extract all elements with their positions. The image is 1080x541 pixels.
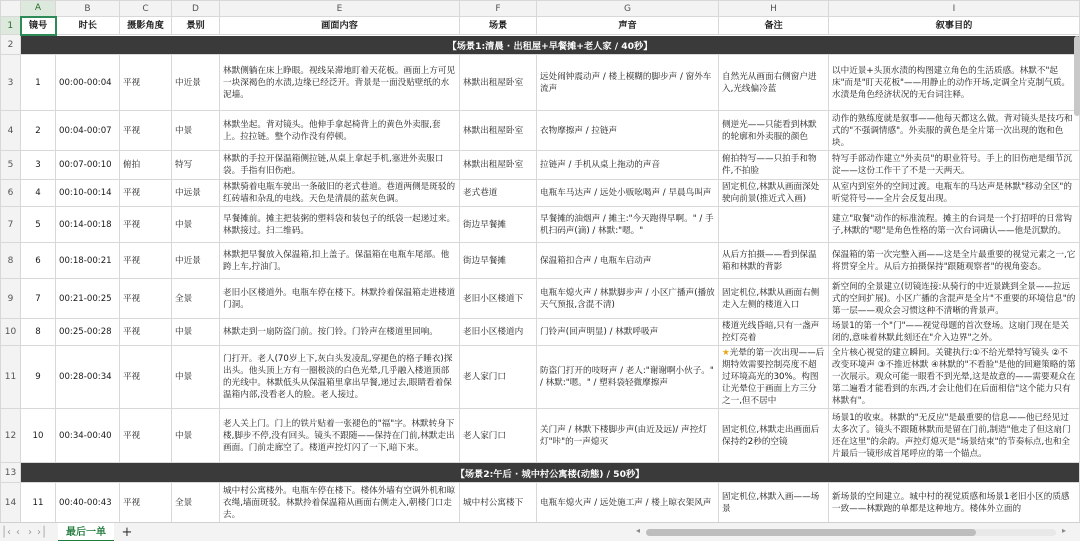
- scroll-right-icon[interactable]: ▸: [1061, 526, 1066, 535]
- cell-purpose[interactable]: 场景1的第一个"门"——视觉母题的首次登场。这扇门现在是关闭的,意味着林默此刻还在"介入边界"之外。: [829, 319, 1080, 346]
- cell-purpose[interactable]: 全片核心视觉的建立瞬间。关键执行:①不给光晕特写镜头 ②不改变环境声 ③不推近林默 ④林默的"不看脸"是他的回避策略的第一次展示。观众可能一眼看不到光晕,这是故意的——需要观众在第二遍看才能看到的东西,才会让他们在后面相信"这个能力只有林默有"。: [829, 346, 1080, 409]
- cell-duration[interactable]: 00:28-00:34: [56, 346, 120, 409]
- cell-note[interactable]: 固定机位,林默走出画面后保持约2秒的空镜: [719, 409, 829, 463]
- table-row: [1, 346, 1080, 409]
- column-header-f[interactable]: F: [460, 1, 537, 17]
- table-row: [1, 111, 1080, 151]
- cell-shot-size[interactable]: 全景: [172, 279, 220, 319]
- table-row: [1, 151, 1080, 180]
- header-cell-duration[interactable]: 时长: [56, 17, 120, 35]
- cell-shot-size[interactable]: 中景: [172, 111, 220, 151]
- cell-shot-size[interactable]: 全景: [172, 483, 220, 523]
- cell-scene[interactable]: 老旧小区楼道下: [460, 279, 537, 319]
- cell-sound[interactable]: 电瓶车熄火声 / 远处施工声 / 楼上晾衣架风声: [537, 483, 719, 523]
- cell-sound[interactable]: 拉链声 / 手机从桌上拖动的声音: [537, 151, 719, 180]
- column-header-d[interactable]: D: [172, 1, 220, 17]
- header-cell-scene[interactable]: 场景: [460, 17, 537, 35]
- cell-shot-number[interactable]: 7: [21, 279, 56, 319]
- cell-note[interactable]: ★光晕的第一次出现——后期特效需要控制亮度不超过环境高光的30%。构图让光晕位于画面上方三分之一,但不居中: [719, 346, 829, 409]
- cell-scene[interactable]: 老人家门口: [460, 346, 537, 409]
- cell-note[interactable]: [719, 207, 829, 243]
- cell-content[interactable]: 林默的手拉开保温箱侧拉链,从桌上拿起手机,塞进外卖服口袋。手指有旧伤疤。: [220, 151, 460, 180]
- cell-content[interactable]: 早餐摊前。摊主把装粥的塑料袋和装包子的纸袋一起递过来。林默接过。扫二维码。: [220, 207, 460, 243]
- cell-content[interactable]: 门打开。老人(70岁上下,灰白头发凌乱,穿褪色的格子睡衣)探出头。他头顶上方有一圈极淡的白色光晕,几乎融入楼道顶部的光线中。林默低头从保温箱里拿出早餐,递过去,眼睛看着保温箱内部,没看老人的脸。老人接过。: [220, 346, 460, 409]
- cell-shot-size[interactable]: 中近景: [172, 243, 220, 279]
- cell-scene[interactable]: 林默出租屋卧室: [460, 151, 537, 180]
- section-row: [1, 35, 1080, 55]
- row-number[interactable]: 2: [1, 35, 21, 55]
- column-header-e[interactable]: E: [220, 1, 460, 17]
- cell-duration[interactable]: 00:18-00:21: [56, 243, 120, 279]
- select-all-corner[interactable]: [1, 1, 21, 17]
- row-number[interactable]: 10: [1, 319, 21, 346]
- cell-camera-angle[interactable]: 平视: [120, 180, 172, 207]
- header-cell-shot-size[interactable]: 景别: [172, 17, 220, 35]
- cell-shot-number[interactable]: 9: [21, 346, 56, 409]
- table-header-row: [1, 17, 1080, 35]
- cell-content[interactable]: 林默骑着电瓶车驶出一条破旧的老式巷道。巷道两侧是斑驳的红砖墙和杂乱的电线。天色是清晨的蓝灰色调。: [220, 180, 460, 207]
- section-title[interactable]: 【场景2:午后 · 城中村公寓楼(动態) / 50秒】: [21, 463, 1080, 483]
- next-sheet-icon[interactable]: ›: [28, 526, 32, 538]
- cell-shot-size[interactable]: 中景: [172, 346, 220, 409]
- scroll-left-icon[interactable]: ◂: [636, 526, 641, 535]
- cell-note[interactable]: 楼道光线昏暗,只有一盏声控灯亮着: [719, 319, 829, 346]
- cell-scene[interactable]: 林默出租屋卧室: [460, 55, 537, 111]
- header-cell-note[interactable]: 备注: [719, 17, 829, 35]
- cell-duration[interactable]: 00:25-00:28: [56, 319, 120, 346]
- row-number[interactable]: 3: [1, 55, 21, 111]
- table-row: [1, 483, 1080, 523]
- header-cell-sound[interactable]: 声音: [537, 17, 719, 35]
- cell-content[interactable]: 林默把早餐放入保温箱,扣上盖子。保温箱在电瓶车尾部。他跨上车,拧油门。: [220, 243, 460, 279]
- cell-sound[interactable]: 防盗门打开的吱呀声 / 老人:"谢谢啊小伙子。" / 林默:"嗯。" / 塑料袋轻微摩擦声: [537, 346, 719, 409]
- cell-scene[interactable]: 老式巷道: [460, 180, 537, 207]
- cell-duration[interactable]: 00:40-00:43: [56, 483, 120, 523]
- cell-shot-size[interactable]: 中景: [172, 409, 220, 463]
- cell-shot-number[interactable]: 11: [21, 483, 56, 523]
- row-number[interactable]: 11: [1, 346, 21, 409]
- cell-camera-angle[interactable]: 平视: [120, 319, 172, 346]
- header-cell-content[interactable]: 画面内容: [220, 17, 460, 35]
- first-sheet-icon[interactable]: │‹: [0, 526, 12, 538]
- vertical-scrollbar[interactable]: [1074, 36, 1080, 116]
- cell-shot-size[interactable]: 中近景: [172, 55, 220, 111]
- cell-camera-angle[interactable]: 平视: [120, 207, 172, 243]
- cell-camera-angle[interactable]: 平视: [120, 55, 172, 111]
- cell-content[interactable]: 老旧小区楼道外。电瓶车停在楼下。林默拎着保温箱走进楼道门洞。: [220, 279, 460, 319]
- cell-sound[interactable]: 电瓶车马达声 / 远处小贩吆喝声 / 早晨鸟叫声: [537, 180, 719, 207]
- cell-camera-angle[interactable]: 平视: [120, 483, 172, 523]
- cell-content[interactable]: 林默侧躺在床上睁眼。视线呆滞地盯着天花板。画面上方可见一块深褐色的水渍,边缘已经泛开。背景是一面没贴壁纸的水泥墙。: [220, 55, 460, 111]
- cell-shot-number[interactable]: 10: [21, 409, 56, 463]
- cell-camera-angle[interactable]: 平视: [120, 243, 172, 279]
- horizontal-scrollbar[interactable]: [636, 526, 1066, 536]
- cell-shot-number[interactable]: 1: [21, 55, 56, 111]
- cell-shot-number[interactable]: 4: [21, 180, 56, 207]
- cell-camera-angle[interactable]: 平视: [120, 409, 172, 463]
- table-row: [1, 409, 1080, 463]
- cell-scene[interactable]: 街边早餐摊: [460, 243, 537, 279]
- row-number[interactable]: 1: [1, 17, 21, 35]
- cell-sound[interactable]: 衣物摩擦声 / 拉链声: [537, 111, 719, 151]
- cell-duration[interactable]: 00:10-00:14: [56, 180, 120, 207]
- cell-content[interactable]: 林默走到一扇防盗门前。按门铃。门铃声在楼道里回响。: [220, 319, 460, 346]
- cell-camera-angle[interactable]: 俯拍: [120, 151, 172, 180]
- table-row: [1, 180, 1080, 207]
- sheet-tab-bar: [0, 522, 1080, 541]
- cell-sound[interactable]: 门铃声(回声明显) / 林默呼吸声: [537, 319, 719, 346]
- cell-duration[interactable]: 00:14-00:18: [56, 207, 120, 243]
- header-cell-camera-angle[interactable]: 摄影角度: [120, 17, 172, 35]
- cell-duration[interactable]: 00:07-00:10: [56, 151, 120, 180]
- cell-note[interactable]: 从后方拍摄——看到保温箱和林默的背影: [719, 243, 829, 279]
- cell-shot-number[interactable]: 3: [21, 151, 56, 180]
- cell-shot-number[interactable]: 8: [21, 319, 56, 346]
- cell-content[interactable]: 城中村公寓楼外。电瓶车停在楼下。楼体外墙有空调外机和晾衣绳,墙面斑驳。林默拎着保温箱从画面右侧走入,朝楼门口走去。: [220, 483, 460, 523]
- cell-note[interactable]: 固定机位,林默入画——场景: [719, 483, 829, 523]
- table-row: [1, 279, 1080, 319]
- header-cell-purpose[interactable]: 叙事目的: [829, 17, 1080, 35]
- cell-content[interactable]: 老人关上门。门上的铁片贴着一张褪色的"福"字。林默转身下楼,脚步不停,没有回头。镜头不跟随——保持在门前,林默走出画面。门前走廊空了。楼道声控灯闪了一下,暗下来。: [220, 409, 460, 463]
- cell-purpose[interactable]: 动作的熟练度就是叙事——他每天都这么做。背对镜头是技巧和式的"不强调情感"。外卖服的黄色是全片第一次出现的饱和色块。: [829, 111, 1080, 151]
- column-header-i[interactable]: I: [829, 1, 1080, 17]
- cell-camera-angle[interactable]: 平视: [120, 279, 172, 319]
- cell-scene[interactable]: 老人家门口: [460, 409, 537, 463]
- cell-shot-size[interactable]: 中远景: [172, 180, 220, 207]
- cell-shot-size[interactable]: 中景: [172, 319, 220, 346]
- table-row: [1, 207, 1080, 243]
- column-header-a[interactable]: A: [21, 1, 56, 17]
- cell-purpose[interactable]: 特写手部动作建立"外卖员"的职业符号。手上的旧伤疤是细节沉淀——这份工作干了不是一天两天。: [829, 151, 1080, 180]
- column-header-h[interactable]: H: [719, 1, 829, 17]
- cell-scene[interactable]: 城中村公寓楼下: [460, 483, 537, 523]
- cell-scene[interactable]: 街边早餐摊: [460, 207, 537, 243]
- cell-sound[interactable]: 关门声 / 林默下楼脚步声(由近及远)/ 声控灯灯"咔"的一声熄灭: [537, 409, 719, 463]
- sheet-tab-active[interactable]: 最后一单: [58, 523, 114, 541]
- table-row: [1, 243, 1080, 279]
- row-number[interactable]: 8: [1, 243, 21, 279]
- cell-note[interactable]: 俯拍特写——只拍手和物件,不拍脸: [719, 151, 829, 180]
- section-row: [1, 463, 1080, 483]
- column-header-b[interactable]: B: [56, 1, 120, 17]
- header-cell-shot-number[interactable]: 镜号: [21, 17, 56, 35]
- row-number[interactable]: 14: [1, 483, 21, 523]
- cell-duration[interactable]: 00:34-00:40: [56, 409, 120, 463]
- cell-purpose[interactable]: 新场景的空间建立。城中村的视觉质感和场景1老旧小区的质感一致——林默跑的单都是这种地方。楼体外立面的: [829, 483, 1080, 523]
- row-number[interactable]: 7: [1, 207, 21, 243]
- table-row: [1, 55, 1080, 111]
- cell-sound[interactable]: 电瓶车熄火声 / 林默脚步声 / 小区广播声(播放天气预报,含混不清): [537, 279, 719, 319]
- add-sheet-icon[interactable]: +: [121, 524, 133, 540]
- cell-note[interactable]: 固定机位,林默从画面右侧走入左侧的楼道入口: [719, 279, 829, 319]
- row-number[interactable]: 9: [1, 279, 21, 319]
- row-number[interactable]: 4: [1, 111, 21, 151]
- table-row: [1, 319, 1080, 346]
- cell-camera-angle[interactable]: 平视: [120, 111, 172, 151]
- row-number[interactable]: 12: [1, 409, 21, 463]
- cell-shot-size[interactable]: 中景: [172, 207, 220, 243]
- last-sheet-icon[interactable]: ›│: [36, 526, 48, 538]
- cell-sound[interactable]: 保温箱扣合声 / 电瓶车启动声: [537, 243, 719, 279]
- cell-shot-size[interactable]: 特写: [172, 151, 220, 180]
- cell-purpose[interactable]: 新空间的全景建立(切镜连接:从骑行的中近景跳到全景——拉远式的空间扩展)。小区广播的含混声是全片"不重要的环境信息"的第一层——观众会习惯这种不清晰的背景声。: [829, 279, 1080, 319]
- row-number[interactable]: 13: [1, 463, 21, 483]
- column-header-c[interactable]: C: [120, 1, 172, 17]
- cell-purpose[interactable]: 场景1的收束。林默的"无反应"是最重要的信息——他已经见过太多次了。镜头不跟随林默而是留在门前,制造"他走了但这扇门还在这里"的余韵。声控灯熄灭是"场景结束"的节奏标点,也和全片最后一镜形成首尾呼应的第一个锚点。: [829, 409, 1080, 463]
- cell-camera-angle[interactable]: 平视: [120, 346, 172, 409]
- cell-shot-number[interactable]: 2: [21, 111, 56, 151]
- cell-note[interactable]: 固定机位,林默从画面深处驶向前景(推近式入画): [719, 180, 829, 207]
- cell-duration[interactable]: 00:04-00:07: [56, 111, 120, 151]
- cell-sound[interactable]: 远处闹钟震动声 / 楼上模糊的脚步声 / 窗外车流声: [537, 55, 719, 111]
- scroll-thumb[interactable]: [646, 529, 976, 536]
- section-title[interactable]: 【场景1:清晨 · 出租屋+早餐摊+老人家 / 40秒】: [21, 35, 1080, 55]
- prev-sheet-icon[interactable]: ‹: [16, 526, 20, 538]
- cell-duration[interactable]: 00:21-00:25: [56, 279, 120, 319]
- cell-scene[interactable]: 老旧小区楼道内: [460, 319, 537, 346]
- column-header-g[interactable]: G: [537, 1, 719, 17]
- cell-sound[interactable]: 早餐摊的油烟声 / 摊主:"今天跑得早啊。" / 手机扫码声(滴) / 林默:"嗯。": [537, 207, 719, 243]
- column-header-row: [1, 1, 1080, 17]
- row-number[interactable]: 6: [1, 180, 21, 207]
- cell-duration[interactable]: 00:00-00:04: [56, 55, 120, 111]
- cell-shot-number[interactable]: 6: [21, 243, 56, 279]
- row-number[interactable]: 5: [1, 151, 21, 180]
- cell-scene[interactable]: 林默出租屋卧室: [460, 111, 537, 151]
- cell-content[interactable]: 林默坐起。背对镜头。他伸手拿起椅背上的黄色外卖服,套上。拉拉链。整个动作没有停顿。: [220, 111, 460, 151]
- cell-purpose[interactable]: 以中近景+头顶水渍的构图建立角色的生活质感。林默不"起床"而是"盯天花板"——用静止的动作开场,定调全片克制气质。水渍是角色经济状况的无台词注释。: [829, 55, 1080, 111]
- cell-purpose[interactable]: 建立"取餐"动作的标准流程。摊主的台词是一个打招呼的日常钩子,林默的"嗯"是角色性格的第一次台词确认——他是沉默的。: [829, 207, 1080, 243]
- cell-shot-number[interactable]: 5: [21, 207, 56, 243]
- cell-note[interactable]: 侧逆光——只能看到林默的轮廓和外卖服的颜色: [719, 111, 829, 151]
- cell-purpose[interactable]: 保温箱的第一次完整入画——这是全片最重要的视觉元素之一,它将贯穿全片。从后方拍摄保持"跟随观察者"的视角姿态。: [829, 243, 1080, 279]
- star-icon: ★: [722, 348, 730, 358]
- cell-note[interactable]: 自然光从画面右侧窗户进入,光线偏冷蓝: [719, 55, 829, 111]
- cell-purpose[interactable]: 从室内到室外的空间过渡。电瓶车的马达声是林默"移动全区"的听觉符号——全片会反复出现。: [829, 180, 1080, 207]
